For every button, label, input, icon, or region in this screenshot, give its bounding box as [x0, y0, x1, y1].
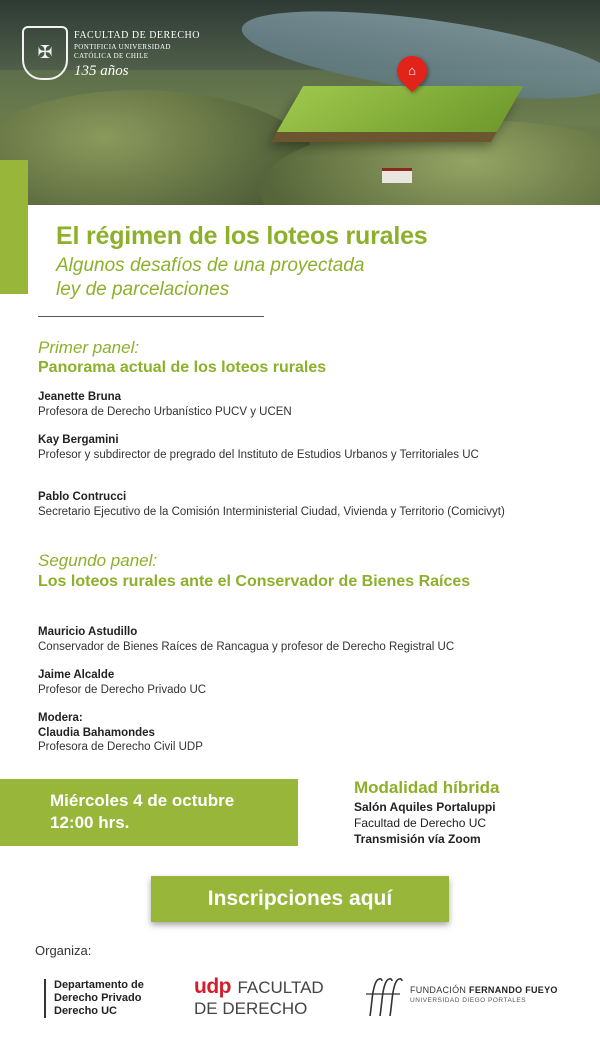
- speaker: [38, 433, 548, 462]
- speaker-name: Pablo Contrucci: [38, 491, 127, 503]
- accent-bar: [0, 160, 28, 294]
- university-name-line1: PONTIFICIA UNIVERSIDAD: [74, 43, 171, 51]
- fundacion-title: FERNANDO FUEYO: [469, 985, 558, 995]
- speaker-name: Jaime Alcalde: [38, 669, 115, 681]
- modality-stream: Transmisión vía Zoom: [354, 832, 481, 846]
- speaker-role: Profesor de Derecho Privado UC: [38, 683, 207, 696]
- divider: [38, 316, 264, 317]
- organizers-label: Organiza:: [35, 943, 92, 958]
- moderator-name: Claudia Bahamondes: [38, 726, 155, 739]
- fundacion-name: [410, 985, 558, 995]
- modality-place: Facultad de Derecho UC: [354, 816, 487, 830]
- panel2-title: Los loteos rurales ante el Conservador de Bienes Raíces: [38, 573, 471, 590]
- fundacion-prefix: FUNDACIÓN: [410, 985, 467, 995]
- house-icon: ⌂: [408, 63, 416, 78]
- panel1-title: Panorama actual de los loteos rurales: [38, 359, 327, 376]
- hill: [260, 120, 600, 205]
- udp-brand: udp: [194, 975, 231, 998]
- udp-facultad: FACULTAD: [237, 978, 324, 997]
- fundacion-monogram-icon: [360, 976, 404, 1020]
- dept-line: Derecho UC: [54, 1005, 117, 1017]
- dept-logo: [44, 979, 144, 1018]
- faculty-name: FACULTAD DE DERECHO: [74, 30, 200, 41]
- event-subtitle: [56, 254, 476, 302]
- modality-room: Salón Aquiles Portaluppi: [354, 800, 496, 814]
- speaker: [38, 625, 548, 654]
- speaker-role: Profesor y subdirector de pregrado del Instituto de Estudios Urbanos y Territoriales UC: [38, 448, 479, 461]
- moderator-role: Profesora de Derecho Civil UDP: [38, 741, 203, 753]
- farmhouse: [382, 168, 412, 183]
- land-plot: [277, 86, 524, 132]
- speaker: [38, 490, 548, 519]
- modality-title: Modalidad híbrida: [354, 778, 500, 797]
- university-crest-icon: ✠: [22, 26, 68, 80]
- speaker-name: Mauricio Astudillo: [38, 626, 138, 638]
- speaker-role: Profesora de Derecho Urbanístico PUCV y UCEN: [38, 405, 292, 418]
- subtitle-line: Algunos desafíos de una proyectada: [56, 255, 365, 276]
- speaker-role: Conservador de Bienes Raíces de Rancagua y profesor de Derecho Registral UC: [38, 640, 455, 653]
- speaker-role: Secretario Ejecutivo de la Comisión Interministerial Ciudad, Vivienda y Territorio (Comicivyt): [38, 505, 505, 518]
- university-name-line2: CATÓLICA DE CHILE: [74, 52, 149, 60]
- register-button[interactable]: Inscripciones aquí: [151, 876, 449, 922]
- faculty-logo: [22, 26, 212, 86]
- udp-derecho: DE DERECHO: [194, 999, 308, 1018]
- speaker-name: Kay Bergamini: [38, 434, 119, 446]
- speaker: [38, 390, 548, 419]
- event-date: Miércoles 4 de octubre: [50, 791, 235, 810]
- anniversary-label: 135 años: [74, 63, 129, 79]
- event-title: El régimen de los loteos rurales: [56, 222, 428, 250]
- panel1-kicker: Primer panel:: [38, 338, 140, 357]
- moderator-label: Modera:: [38, 712, 83, 724]
- speaker-name: Jeanette Bruna: [38, 391, 122, 403]
- speaker: [38, 668, 548, 697]
- subtitle-line: ley de parcelaciones: [56, 279, 230, 300]
- panel2-kicker: Segundo panel:: [38, 551, 158, 570]
- header-landscape-image: [0, 0, 600, 205]
- fundacion-sub: UNIVERSIDAD DIEGO PORTALES: [410, 997, 527, 1004]
- udp-logo: [194, 975, 324, 1018]
- moderator: [38, 711, 548, 755]
- event-time: 12:00 hrs.: [50, 813, 130, 832]
- date-box: [0, 779, 298, 846]
- dept-line: Derecho Privado: [54, 992, 142, 1004]
- dept-line: Departamento de: [54, 979, 144, 991]
